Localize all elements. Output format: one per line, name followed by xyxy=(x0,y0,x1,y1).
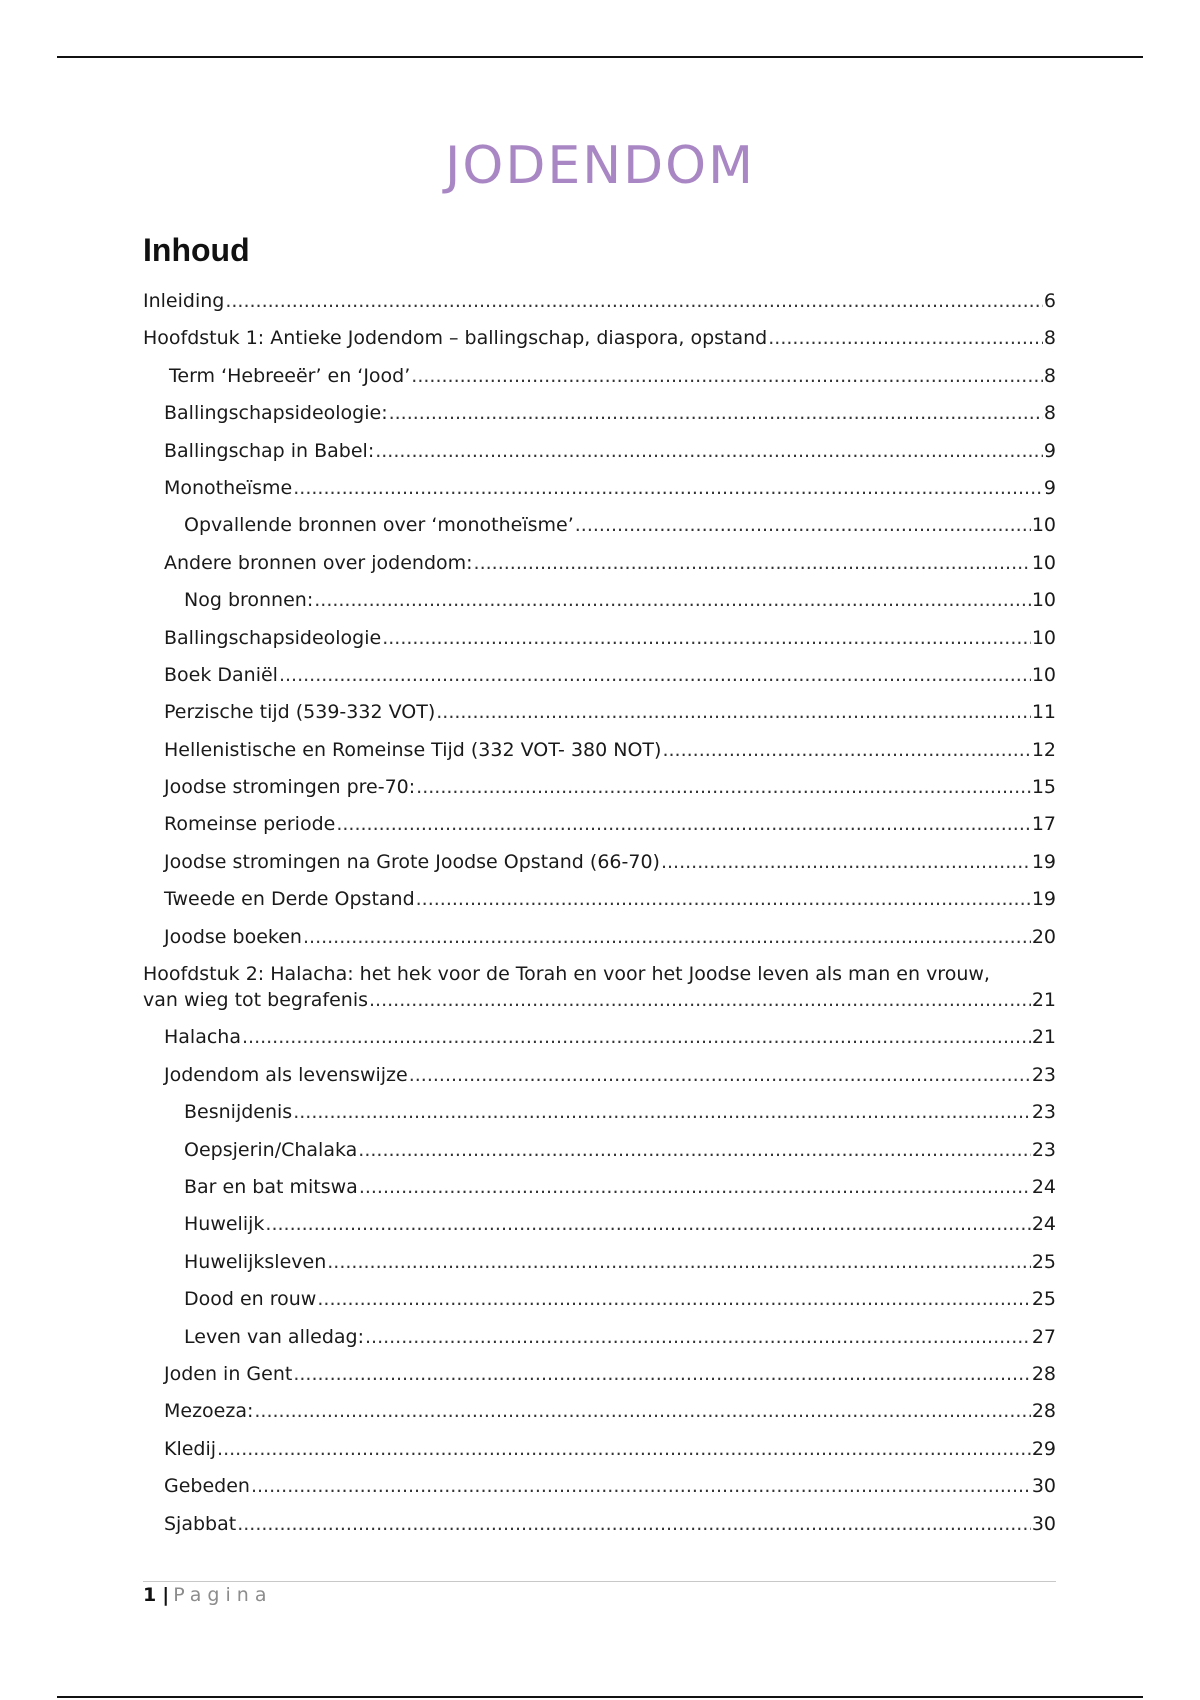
toc-page-number: 24 xyxy=(1031,1175,1056,1198)
toc-entry[interactable] xyxy=(143,1211,1056,1237)
header-rule xyxy=(57,56,1143,58)
toc-dot-leader xyxy=(293,1361,1030,1387)
toc-entry-text: Romeinse periode xyxy=(164,813,336,836)
toc-page-number: 24 xyxy=(1031,1213,1056,1236)
toc-page-number: 28 xyxy=(1031,1400,1056,1423)
toc-page-number: 6 xyxy=(1043,290,1056,312)
toc-entry[interactable] xyxy=(143,1324,1056,1350)
toc-dot-leader xyxy=(254,1398,1030,1424)
toc-dot-leader xyxy=(436,699,1031,725)
toc-dot-leader xyxy=(327,1249,1031,1275)
toc-page-number: 28 xyxy=(1031,1362,1056,1385)
toc-heading: Inhoud xyxy=(143,232,250,268)
toc-entry-text: Dood en rouw xyxy=(184,1288,317,1311)
toc-page-number: 21 xyxy=(1031,1026,1056,1049)
toc-dot-leader xyxy=(662,737,1030,763)
toc-entry[interactable] xyxy=(143,1511,1056,1537)
toc-page-number: 19 xyxy=(1031,850,1056,873)
toc-dot-leader xyxy=(293,1099,1031,1125)
toc-entry-text: Huwelijksleven xyxy=(184,1250,327,1273)
toc-page-number: 25 xyxy=(1031,1288,1056,1311)
toc-dot-leader xyxy=(293,475,1043,501)
toc-entry-text: Hoofdstuk 1: Antieke Jodendom – ballingschap, diaspora, opstand xyxy=(143,327,768,350)
toc-entry[interactable] xyxy=(143,1062,1056,1088)
toc-dot-leader xyxy=(314,587,1031,613)
toc-page-number: 10 xyxy=(1031,589,1056,612)
toc-entry[interactable] xyxy=(143,849,1056,875)
toc-entry[interactable] xyxy=(143,1398,1056,1424)
toc-page-number: 20 xyxy=(1031,925,1056,948)
toc-entry-text: Andere bronnen over jodendom: xyxy=(164,551,473,574)
toc-dot-leader xyxy=(359,1174,1031,1200)
toc-entry[interactable] xyxy=(143,625,1056,651)
toc-page-number: 25 xyxy=(1031,1250,1056,1273)
footer-separator: | xyxy=(162,1584,170,1606)
toc-dot-leader xyxy=(251,1473,1031,1499)
toc-page-number: 21 xyxy=(1031,989,1056,1012)
table-of-contents xyxy=(143,288,1056,1548)
toc-dot-leader xyxy=(303,924,1031,950)
footer-rule xyxy=(143,1581,1056,1582)
toc-dot-leader xyxy=(416,774,1031,800)
toc-dot-leader xyxy=(317,1286,1030,1312)
toc-entry-text: Joodse stromingen na Grote Joodse Opstand (66-70) xyxy=(164,850,660,873)
toc-entry[interactable] xyxy=(143,811,1056,837)
toc-entry-text: Huwelijk xyxy=(184,1213,265,1236)
toc-entry[interactable] xyxy=(143,1137,1056,1163)
toc-entry[interactable] xyxy=(143,550,1056,576)
toc-entry[interactable] xyxy=(143,1286,1056,1312)
toc-dot-leader xyxy=(575,512,1031,538)
toc-dot-leader xyxy=(365,1324,1031,1350)
toc-entry-text: Sjabbat xyxy=(164,1512,237,1535)
toc-dot-leader xyxy=(225,288,1043,314)
toc-entry-text: Inleiding xyxy=(143,290,225,312)
toc-entry[interactable] xyxy=(143,1099,1056,1125)
toc-page-number: 30 xyxy=(1031,1512,1056,1535)
toc-entry-text: Tweede en Derde Opstand xyxy=(164,888,415,911)
toc-entry-text: Besnijdenis xyxy=(184,1101,293,1124)
toc-dot-leader xyxy=(358,1137,1031,1163)
toc-dot-leader xyxy=(237,1511,1031,1537)
toc-dot-leader xyxy=(375,438,1043,464)
toc-entry-text: Term ‘Hebreeër’ en ‘Jood’ xyxy=(169,364,411,387)
toc-entry-text: Opvallende bronnen over ‘monotheïsme’ xyxy=(184,514,574,537)
toc-entry-text: Gebeden xyxy=(164,1475,250,1498)
toc-dot-leader xyxy=(409,1062,1031,1088)
toc-entry[interactable] xyxy=(143,774,1056,800)
page-footer xyxy=(143,1582,272,1608)
toc-entry[interactable] xyxy=(143,737,1056,763)
toc-entry[interactable] xyxy=(143,1361,1056,1387)
toc-entry[interactable] xyxy=(143,886,1056,912)
toc-dot-leader xyxy=(382,625,1031,651)
toc-page-number: 19 xyxy=(1031,888,1056,911)
toc-entry-text-continued: van wieg tot begrafenis xyxy=(143,989,369,1012)
toc-entry-text: Mezoeza: xyxy=(164,1400,254,1423)
toc-entry-text: Halacha xyxy=(164,1026,241,1049)
toc-page-number: 8 xyxy=(1043,327,1056,350)
toc-entry-text: Joden in Gent xyxy=(164,1362,293,1385)
toc-entry-text: Kledij xyxy=(164,1437,217,1460)
toc-entry[interactable] xyxy=(143,924,1056,950)
toc-page-number: 8 xyxy=(1043,402,1056,425)
toc-page-number: 23 xyxy=(1031,1138,1056,1161)
toc-entry-text: Bar en bat mitswa xyxy=(184,1175,358,1198)
toc-entry-text: Perzische tijd (539-332 VOT) xyxy=(164,701,436,724)
toc-entry-text: Oepsjerin/Chalaka xyxy=(184,1138,358,1161)
toc-dot-leader xyxy=(265,1211,1030,1237)
toc-entry[interactable] xyxy=(143,475,1056,501)
toc-entry-text: Leven van alledag: xyxy=(184,1325,364,1348)
toc-dot-leader xyxy=(768,325,1043,351)
toc-dot-leader xyxy=(661,849,1031,875)
toc-entry-text: Nog bronnen: xyxy=(184,589,314,612)
toc-page-number: 17 xyxy=(1031,813,1056,836)
toc-page-number: 8 xyxy=(1043,364,1056,387)
toc-entry-text: Boek Daniël xyxy=(164,663,278,686)
document-title: JODENDOM xyxy=(445,136,755,196)
toc-entry-text: Hellenistische en Romeinse Tijd (332 VOT- 380 NOT) xyxy=(164,738,662,761)
toc-page-number: 23 xyxy=(1031,1101,1056,1124)
footer-label: Pagina xyxy=(173,1584,273,1606)
toc-page-number: 23 xyxy=(1031,1063,1056,1086)
toc-dot-leader xyxy=(416,886,1031,912)
toc-entry[interactable] xyxy=(143,325,1056,351)
toc-dot-leader xyxy=(474,550,1031,576)
toc-entry[interactable] xyxy=(143,512,1056,538)
toc-dot-leader xyxy=(279,662,1031,688)
toc-page-number: 29 xyxy=(1031,1437,1056,1460)
toc-entry-text: Jodendom als levenswijze xyxy=(164,1063,408,1086)
toc-entry[interactable] xyxy=(143,438,1056,464)
toc-entry[interactable] xyxy=(143,1249,1056,1275)
toc-entry-text: Ballingschapsideologie xyxy=(164,626,382,649)
toc-dot-leader xyxy=(217,1436,1031,1462)
toc-entry[interactable] xyxy=(143,1436,1056,1462)
toc-entry[interactable] xyxy=(143,1473,1056,1499)
toc-page-number: 10 xyxy=(1031,663,1056,686)
footer-page-edge-rule xyxy=(57,1696,1143,1698)
toc-entry[interactable] xyxy=(143,363,1056,389)
toc-page-number: 12 xyxy=(1031,738,1056,761)
toc-entry-text: Ballingschap in Babel: xyxy=(164,439,375,462)
toc-entry-text: Ballingschapsideologie: xyxy=(164,402,388,425)
toc-entry[interactable] xyxy=(143,662,1056,688)
toc-page-number: 15 xyxy=(1031,776,1056,799)
toc-page-number: 27 xyxy=(1031,1325,1056,1348)
toc-page-number: 30 xyxy=(1031,1475,1056,1498)
toc-page-number: 9 xyxy=(1043,476,1056,499)
toc-entry[interactable] xyxy=(143,288,1056,314)
toc-dot-leader xyxy=(336,811,1030,837)
toc-entry[interactable] xyxy=(143,1174,1056,1200)
toc-entry-text: Monotheïsme xyxy=(164,476,293,499)
toc-entry-text: Joodse stromingen pre-70: xyxy=(164,776,416,799)
toc-entry-text: Joodse boeken xyxy=(164,925,302,948)
toc-page-number: 9 xyxy=(1043,439,1056,462)
toc-entry[interactable] xyxy=(143,1024,1056,1050)
toc-page-number: 10 xyxy=(1031,514,1056,537)
toc-entry[interactable] xyxy=(143,400,1056,426)
toc-dot-leader xyxy=(369,987,1031,1013)
toc-dot-leader xyxy=(242,1024,1031,1050)
toc-entry[interactable] xyxy=(143,587,1056,613)
toc-dot-leader xyxy=(411,363,1043,389)
toc-entry-text: Hoofdstuk 2: Halacha: het hek voor de Torah en voor het Joodse leven als man en vrouw, xyxy=(143,963,990,986)
toc-page-number: 10 xyxy=(1031,551,1056,574)
toc-page-number: 11 xyxy=(1031,701,1056,724)
toc-entry[interactable] xyxy=(143,699,1056,725)
toc-page-number: 10 xyxy=(1031,626,1056,649)
toc-dot-leader xyxy=(389,400,1043,426)
toc-entry[interactable] xyxy=(143,961,1056,1013)
footer-page-number: 1 xyxy=(143,1584,157,1606)
